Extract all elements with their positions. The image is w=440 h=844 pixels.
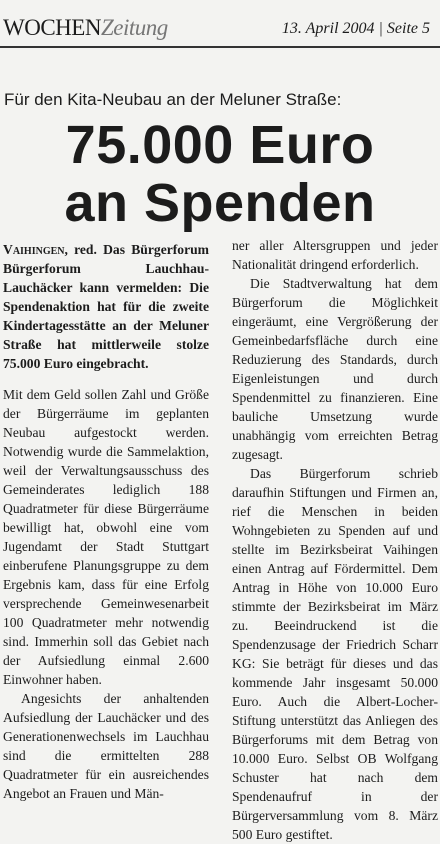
headline-line-2: an Spenden	[64, 173, 376, 233]
article-column-right	[232, 236, 438, 844]
article-headline	[0, 116, 440, 232]
lead-paragraph	[3, 240, 209, 373]
body-paragraph: Angesichts der anhaltenden Aufsiedlung der Lauchäcker und des Generationenwechsels im Lauchhau sind die ermittelten 288 Quadratmeter für ein ausreichendes Angebot an Frauen und Män-	[3, 691, 209, 801]
body-paragraph: Mit dem Geld sollen Zahl und Größe der Bürgerräume im geplanten Neubau aufgestockt werden. Notwendig wurde die Sammelaktion, weil der Verwaltungsausschuss des Gemeinderates lediglich 188 Quadratmeter für diese Bürgerräume bewilligt hat, obwohl eine vom Jugendamt der Stadt Stuttgart einberufene Planungsgruppe zu dem Ergebnis kam, dass für eine Erfolg versprechende Gemeinwesenarbeit 100 Quadratmeter mehr notwendig sind. Immerhin soll das Gebiet nach der Aufsiedlung einmal 2.600 Einwohner haben.	[3, 387, 209, 687]
newspaper-brand	[3, 15, 168, 41]
lead-text: , red. Das Bürgerforum Bürgerforum Lauchhau-Lauchäcker kann vermelden: Die Spendenaktion hat für die zweite Kindertagesstätte an der Meluner Straße hat mittlerweile stolze 75.000 Euro eingebracht.	[3, 242, 209, 371]
headline-line-1: 75.000 Euro	[65, 115, 375, 175]
article-column-left	[3, 240, 209, 803]
body-paragraph: Das Bürgerforum schrieb daraufhin Stiftungen und Firmen an, rief die Menschen in beiden Wohngebieten zu Spenden auf und stellte im Bezirksbeirat Vaihingen einen Antrag auf Fördermittel. Dem Antrag in Höhe von 10.000 Euro stimmte der Bezirksbeirat im März zu. Beeindruckend ist die Spendenzusage der Friedrich Scharr KG: Sie beträgt für dieses und das kommende Jahr insgesamt 50.000 Euro. Auch die Albert-Locher-Stiftung unterstützt das Anliegen des Bürgerforums mit dem Betrag von 10.000 Euro. Selbst OB Wolfgang Schuster hat nach dem Spendenaufruf in der Bürgerversammlung vom 8. März 500 Euro gestiftet.	[232, 466, 438, 842]
masthead	[0, 0, 440, 48]
brand-word-wochen: WOCHEN	[3, 15, 101, 40]
body-paragraph-continued: ner aller Altersgruppen und jeder Nationalität dringend erforderlich.	[232, 238, 438, 272]
dateline-place: Vaihingen	[3, 242, 65, 257]
brand-word-zeitung: Zeitung	[100, 15, 168, 40]
issue-date-page: 13. April 2004 | Seite 5	[281, 20, 430, 37]
article-kicker: Für den Kita-Neubau an der Meluner Straße:	[4, 90, 342, 109]
body-paragraph: Die Stadtverwaltung hat dem Bürgerforum die Möglichkeit eingeräumt, eine Vergrößerung der Gemeinbedarfsfläche durch eine Reduzierung des Standards, durch Eigenleistungen und durch Spendenmittel zu finanzieren. Eine bauliche Umsetzung wurde unabhängig vom erreichten Betrag zugesagt.	[232, 276, 438, 462]
